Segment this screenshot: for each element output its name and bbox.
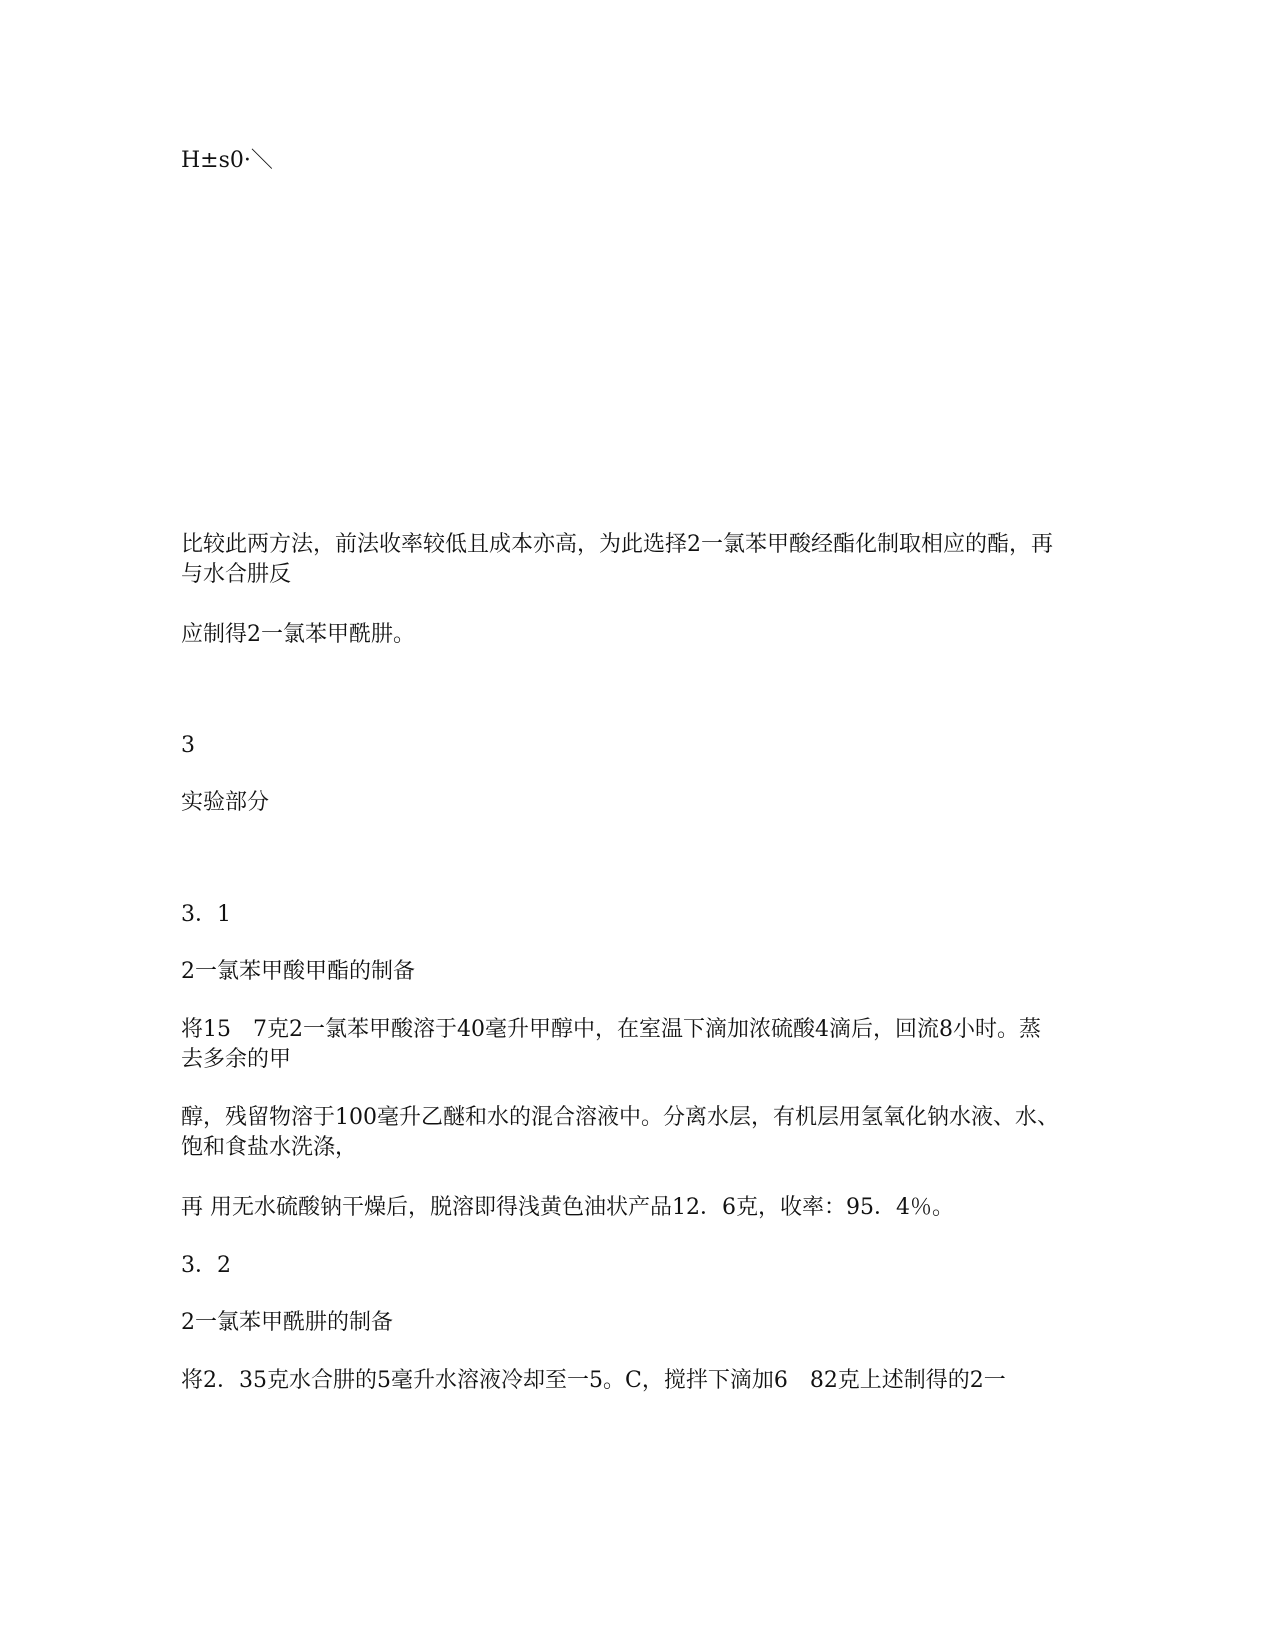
subsection-1-paragraph-1: 将15 7克2一氯苯甲酸溶于40毫升甲醇中，在室温下滴加浓硫酸4滴后，回流8小时。蒸去多余的甲 — [181, 1017, 1041, 1072]
paragraph-comparison: 比较此两方法，前法收率较低且成本亦高，为此选择2一氯苯甲酸经酯化制取相应的酯，再与水合肼反 — [181, 532, 1054, 587]
subsection-1-paragraph-2: 醇，残留物溶于100毫升乙醚和水的混合溶液中。分离水层，有机层用氢氧化钠水液、水、饱和食盐水洗涤， — [181, 1105, 1059, 1160]
subsection-1-paragraph-3: 再 用无水硫酸钠干燥后，脱溶即得浅黄色油状产品12．6克，收率：95．4％。 — [181, 1195, 954, 1220]
subsection-1-title: 2一氯苯甲酸甲酯的制备 — [181, 959, 415, 984]
subsection-2-number: 3．2 — [181, 1253, 231, 1278]
subsection-2-paragraph-1: 将2．35克水合肼的5毫升水溶液冷却至一5。C，搅拌下滴加6 82克上述制得的2一 — [181, 1368, 1006, 1393]
header-fragment: H±s0·＼ — [181, 148, 273, 173]
subsection-1-number: 3．1 — [181, 902, 231, 927]
paragraph-comparison-continued: 应制得2一氯苯甲酰肼。 — [181, 622, 415, 647]
section-number: 3 — [181, 733, 195, 758]
section-title: 实验部分 — [181, 790, 270, 815]
subsection-2-title: 2一氯苯甲酰肼的制备 — [181, 1310, 393, 1335]
